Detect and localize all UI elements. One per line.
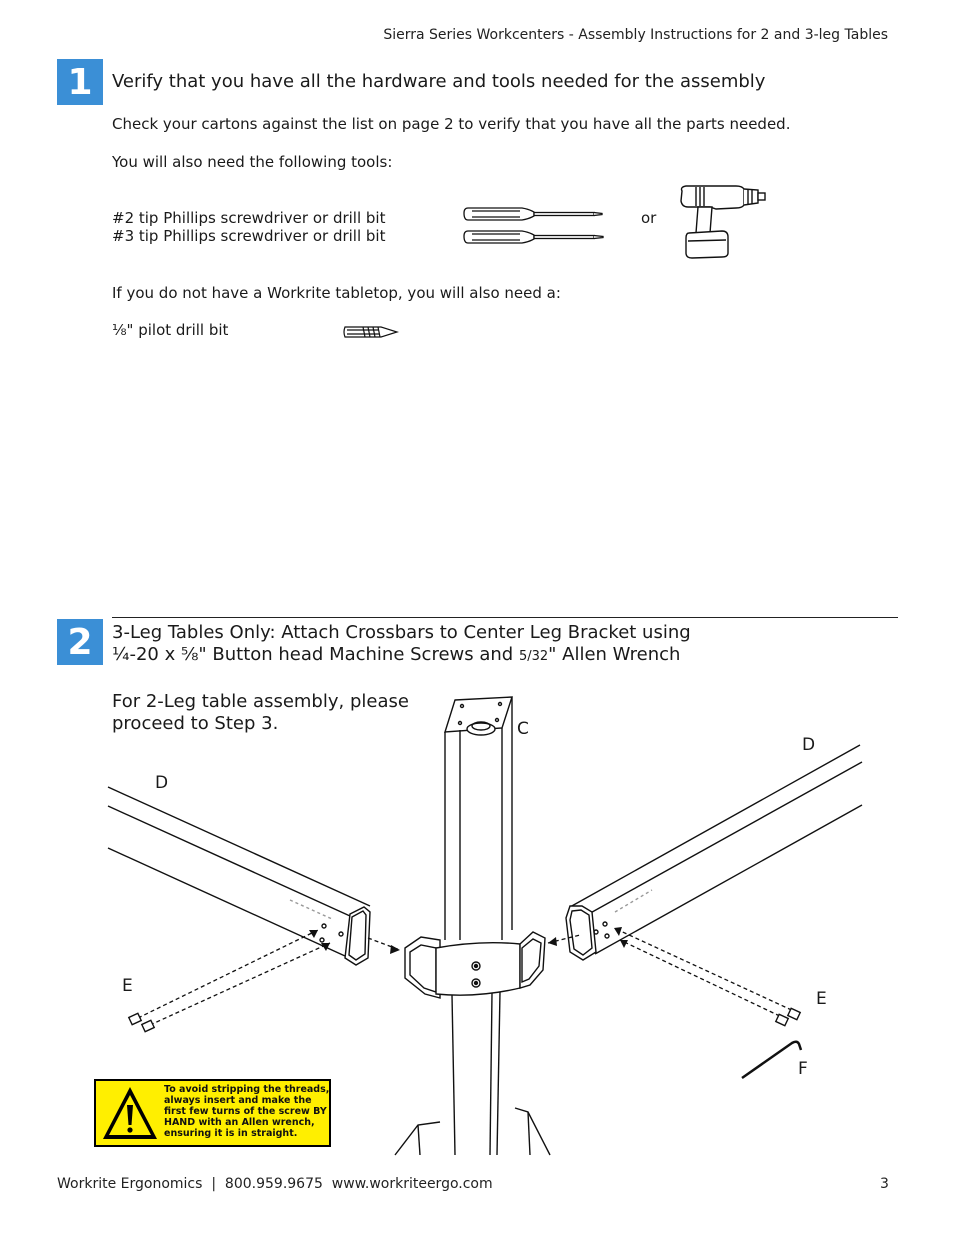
step-1-tools-text: You will also need the following tools: [112, 153, 393, 171]
step-1-badge: 1 [57, 59, 103, 105]
tool-item-2-tip: #2 tip Phillips screwdriver or drill bit [112, 209, 386, 227]
footer-company: Workrite Ergonomics | 800.959.9675 www.workriteergo.com [57, 1176, 493, 1192]
step-1-title: Verify that you have all the hardware and tools needed for the assembly [112, 71, 766, 92]
page-number: 3 [880, 1176, 889, 1192]
label-d-right: D [802, 735, 816, 755]
label-e-left: E [122, 976, 133, 996]
step-2-title-part-b: " Allen Wrench [548, 644, 681, 665]
tool-item-3-tip: #3 tip Phillips screwdriver or drill bit [112, 227, 386, 245]
label-e-right: E [816, 989, 827, 1009]
pilot-bit-text: ⅛" pilot drill bit [112, 321, 229, 339]
label-d-left: D [155, 773, 169, 793]
step-2-badge: 2 [57, 619, 103, 665]
workrite-tabletop-text: If you do not have a Workrite tabletop, you will also need a: [112, 284, 561, 302]
or-text: or [641, 209, 657, 227]
label-c: C [517, 719, 529, 739]
step-2-title-part-a: ¼-20 x ⅝" Button head Machine Screws and [112, 644, 519, 665]
warning-text: To avoid stripping the threads, always insert and make the first few turns of the screw BY HAND with an Allen wrench, ensuring it is in straight. [164, 1084, 330, 1139]
allen-fraction: 5/32 [518, 649, 549, 664]
page-header: Sierra Series Workcenters - Assembly Instructions for 2 and 3-leg Tables [383, 27, 888, 43]
warning-box [94, 1079, 331, 1147]
label-f: F [798, 1059, 808, 1079]
two-leg-note-line2: proceed to Step 3. [112, 713, 279, 734]
exclamation-triangle-icon [99, 1083, 161, 1143]
step-2-title-line1: 3-Leg Tables Only: Attach Crossbars to Center Leg Bracket using [112, 622, 691, 643]
step-1-check-text: Check your cartons against the list on page 2 to verify that you have all the parts needed. [112, 115, 791, 133]
two-leg-note-line1: For 2-Leg table assembly, please [112, 691, 409, 712]
